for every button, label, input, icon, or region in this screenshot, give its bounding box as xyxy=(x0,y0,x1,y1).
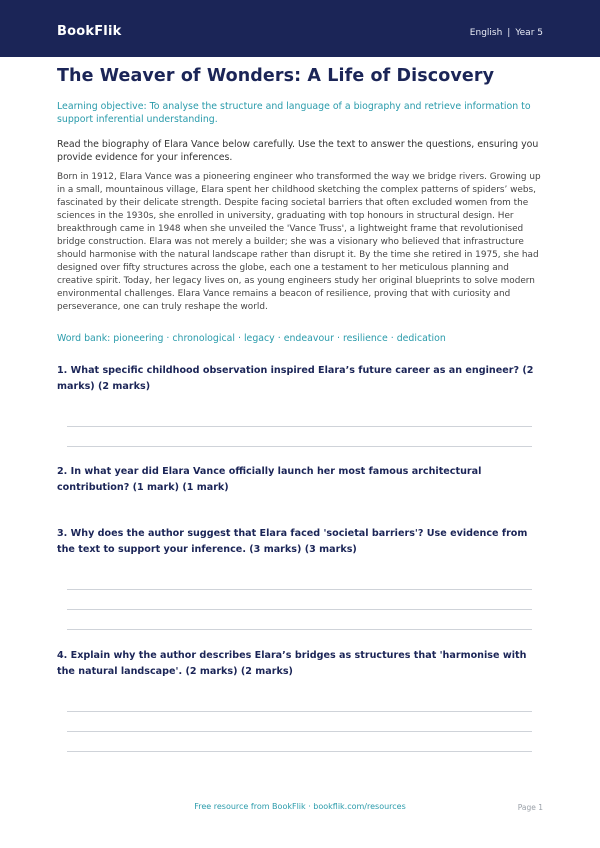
instructions: Read the biography of Elara Vance below carefully. Use the text to answer the questions, ensuring you provide evidence for your inferences. xyxy=(57,139,539,163)
answer-line[interactable] xyxy=(67,609,532,610)
brand-logo: BookFlik xyxy=(57,24,122,39)
word-bank-label: Word bank: xyxy=(57,333,111,344)
answer-line[interactable] xyxy=(67,711,532,712)
question-2: 2. In what year did Elara Vance officially launch her most famous architectural contribution? (1 mark) (1 mark) xyxy=(57,466,482,493)
word-bank-word: endeavour xyxy=(283,333,334,344)
word-bank-separator: · xyxy=(390,333,394,344)
word-bank-word: pioneering xyxy=(113,333,164,344)
word-bank-word: legacy xyxy=(243,333,275,344)
question-4: 4. Explain why the author describes Elara’s bridges as structures that 'harmonise with the natural landscape'. (2 marks) (2 marks) xyxy=(57,650,527,677)
year-label: Year 5 xyxy=(515,28,543,38)
page-title: The Weaver of Wonders: A Life of Discovery xyxy=(57,66,495,86)
question-1: 1. What specific childhood observation inspired Elara’s future career as an engineer? (2 marks) (2 marks) xyxy=(57,365,534,392)
word-bank-separator: · xyxy=(277,333,281,344)
subject-year-label xyxy=(470,28,543,38)
answer-line[interactable] xyxy=(67,426,532,427)
word-bank-separator: · xyxy=(166,333,170,344)
answer-line[interactable] xyxy=(67,589,532,590)
answer-line[interactable] xyxy=(67,731,532,732)
question-3: 3. Why does the author suggest that Elara faced 'societal barriers'? Use evidence from the text to support your inference. (3 marks) (3 marks) xyxy=(57,528,528,555)
subject-label: English xyxy=(469,28,503,38)
word-bank-word: dedication xyxy=(396,333,446,344)
word-bank-separator: · xyxy=(237,333,241,344)
word-bank-word: chronological xyxy=(172,333,235,344)
word-bank-word: resilience xyxy=(342,333,388,344)
answer-line[interactable] xyxy=(67,446,532,447)
word-bank xyxy=(57,333,547,344)
answer-line[interactable] xyxy=(67,629,532,630)
meta-separator: | xyxy=(507,28,511,38)
answer-line[interactable] xyxy=(67,751,532,752)
learning-objective: Learning objective: To analyse the structure and language of a biography and retrieve information to support inferential understanding. xyxy=(57,101,531,125)
biography-passage: Born in 1912, Elara Vance was a pioneering engineer who transformed the way we bridge rivers. Growing up in a small, mountainous village, Elara spent her childhood sketching the complex patterns of spiders’ webs, fascinated by their delicate strength. Despite facing societal barriers that often excluded women from the sciences in the 1930s, she enrolled in university, graduating with top honours in structural design. Her breakthrough came in 1948 when she unveiled the 'Vance Truss', a lightweight frame that revolutionised bridge construction. Elara was not merely a builder; she was a visionary who believed that infrastructure should harmonise with the natural landscape rather than disrupt it. By the time she retired in 1975, she had designed over fifty structures across the globe, each one a testament to her meticulous planning and creative spirit. Today, her legacy lives on, as young engineers study her original blueprints to solve modern environmental challenges. Elara Vance remains a beacon of resilience, proving that with curiosity and perseverance, one can truly reshape the world. xyxy=(57,172,541,312)
word-bank-separator: · xyxy=(336,333,340,344)
page-header xyxy=(0,0,600,57)
page-number: Page 1 xyxy=(517,803,543,812)
footer-credit[interactable]: Free resource from BookFlik · bookflik.com/resources xyxy=(194,802,406,811)
